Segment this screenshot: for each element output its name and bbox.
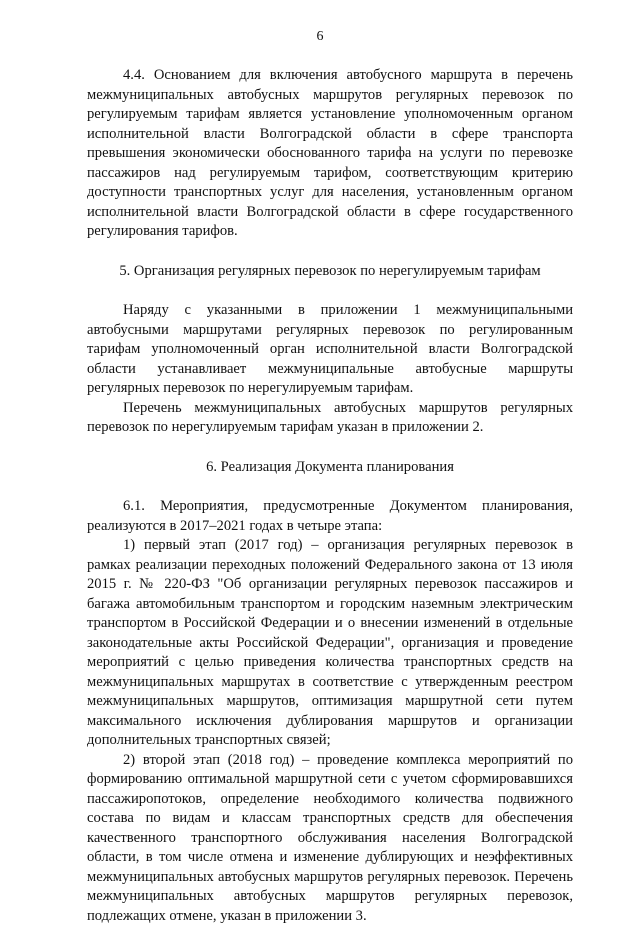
page-content <box>87 66 573 926</box>
section-5-paragraph-1: Наряду с указанными в приложении 1 межмуниципальными автобусными маршрутами регулярных перевозок по регулированным тарифам уполномоченный орган исполнительной власти Волгоградской области устанавливает межмуниципальные автобусные маршруты регулярных перевозок по нерегулируемым тарифам. <box>87 301 573 399</box>
paragraph-6-1: 6.1. Мероприятия, предусмотренные Документом планирования, реализуются в 2017–2021 годах в четыре этапа: <box>87 497 573 536</box>
paragraph-4-4: 4.4. Основанием для включения автобусного маршрута в перечень межмуниципальных автобусных маршрутов регулярных перевозок по регулируемым тарифам является установление уполномоченным органом исполнительной власти Волгоградской области в сфере транспорта превышения экономически обоснованного тарифа на услуги по перевозке пассажиров над регулируемым тарифом, соответствующим критерию доступности транспортных услуг для населения, установленным органом исполнительной власти Волгоградской области в сфере государственного регулирования тарифов. <box>87 66 573 242</box>
section-6-heading: 6. Реализация Документа планирования <box>87 458 573 478</box>
page-number: 6 <box>0 28 640 46</box>
stage-2-paragraph: 2) второй этап (2018 год) – проведение комплекса мероприятий по формированию оптимальной маршрутной сети с учетом сформировавшихся пассажиропотоков, определение необходимого количества подвижного состава по видам и классам транспортных средств для обеспечения качественного транспортного обслуживания населения Волгоградской области, в том числе отмена и изменение дублирующих и неэффективных межмуниципальных автобусных маршрутов регулярных перевозок. Перечень межмуниципальных автобусных маршрутов регулярных перевозок, подлежащих отмене, указан в приложении 3. <box>87 751 573 926</box>
section-5-paragraph-2: Перечень межмуниципальных автобусных маршрутов регулярных перевозок по нерегулируемым тарифам указан в приложении 2. <box>87 399 573 438</box>
section-5-heading: 5. Организация регулярных перевозок по нерегулируемым тарифам <box>87 262 573 282</box>
stage-1-paragraph: 1) первый этап (2017 год) – организация регулярных перевозок в рамках реализации переходных положений Федерального закона от 13 июля 2015 г. № 220-ФЗ "Об организации регулярных перевозок пассажиров и багажа автомобильным транспортом и городским наземным электрическим транспортом в Российской Федерации и о внесении изменений в отдельные законодательные акты Российской Федерации", организация и проведение мероприятий с целью приведения количества транспортных средств на межмуниципальных маршрутах в соответствие с утвержденным реестром межмуниципальных маршрутов, оптимизация маршрутной сети путем максимального исключения дублирования маршрутов и организации дополнительных транспортных связей; <box>87 536 573 751</box>
